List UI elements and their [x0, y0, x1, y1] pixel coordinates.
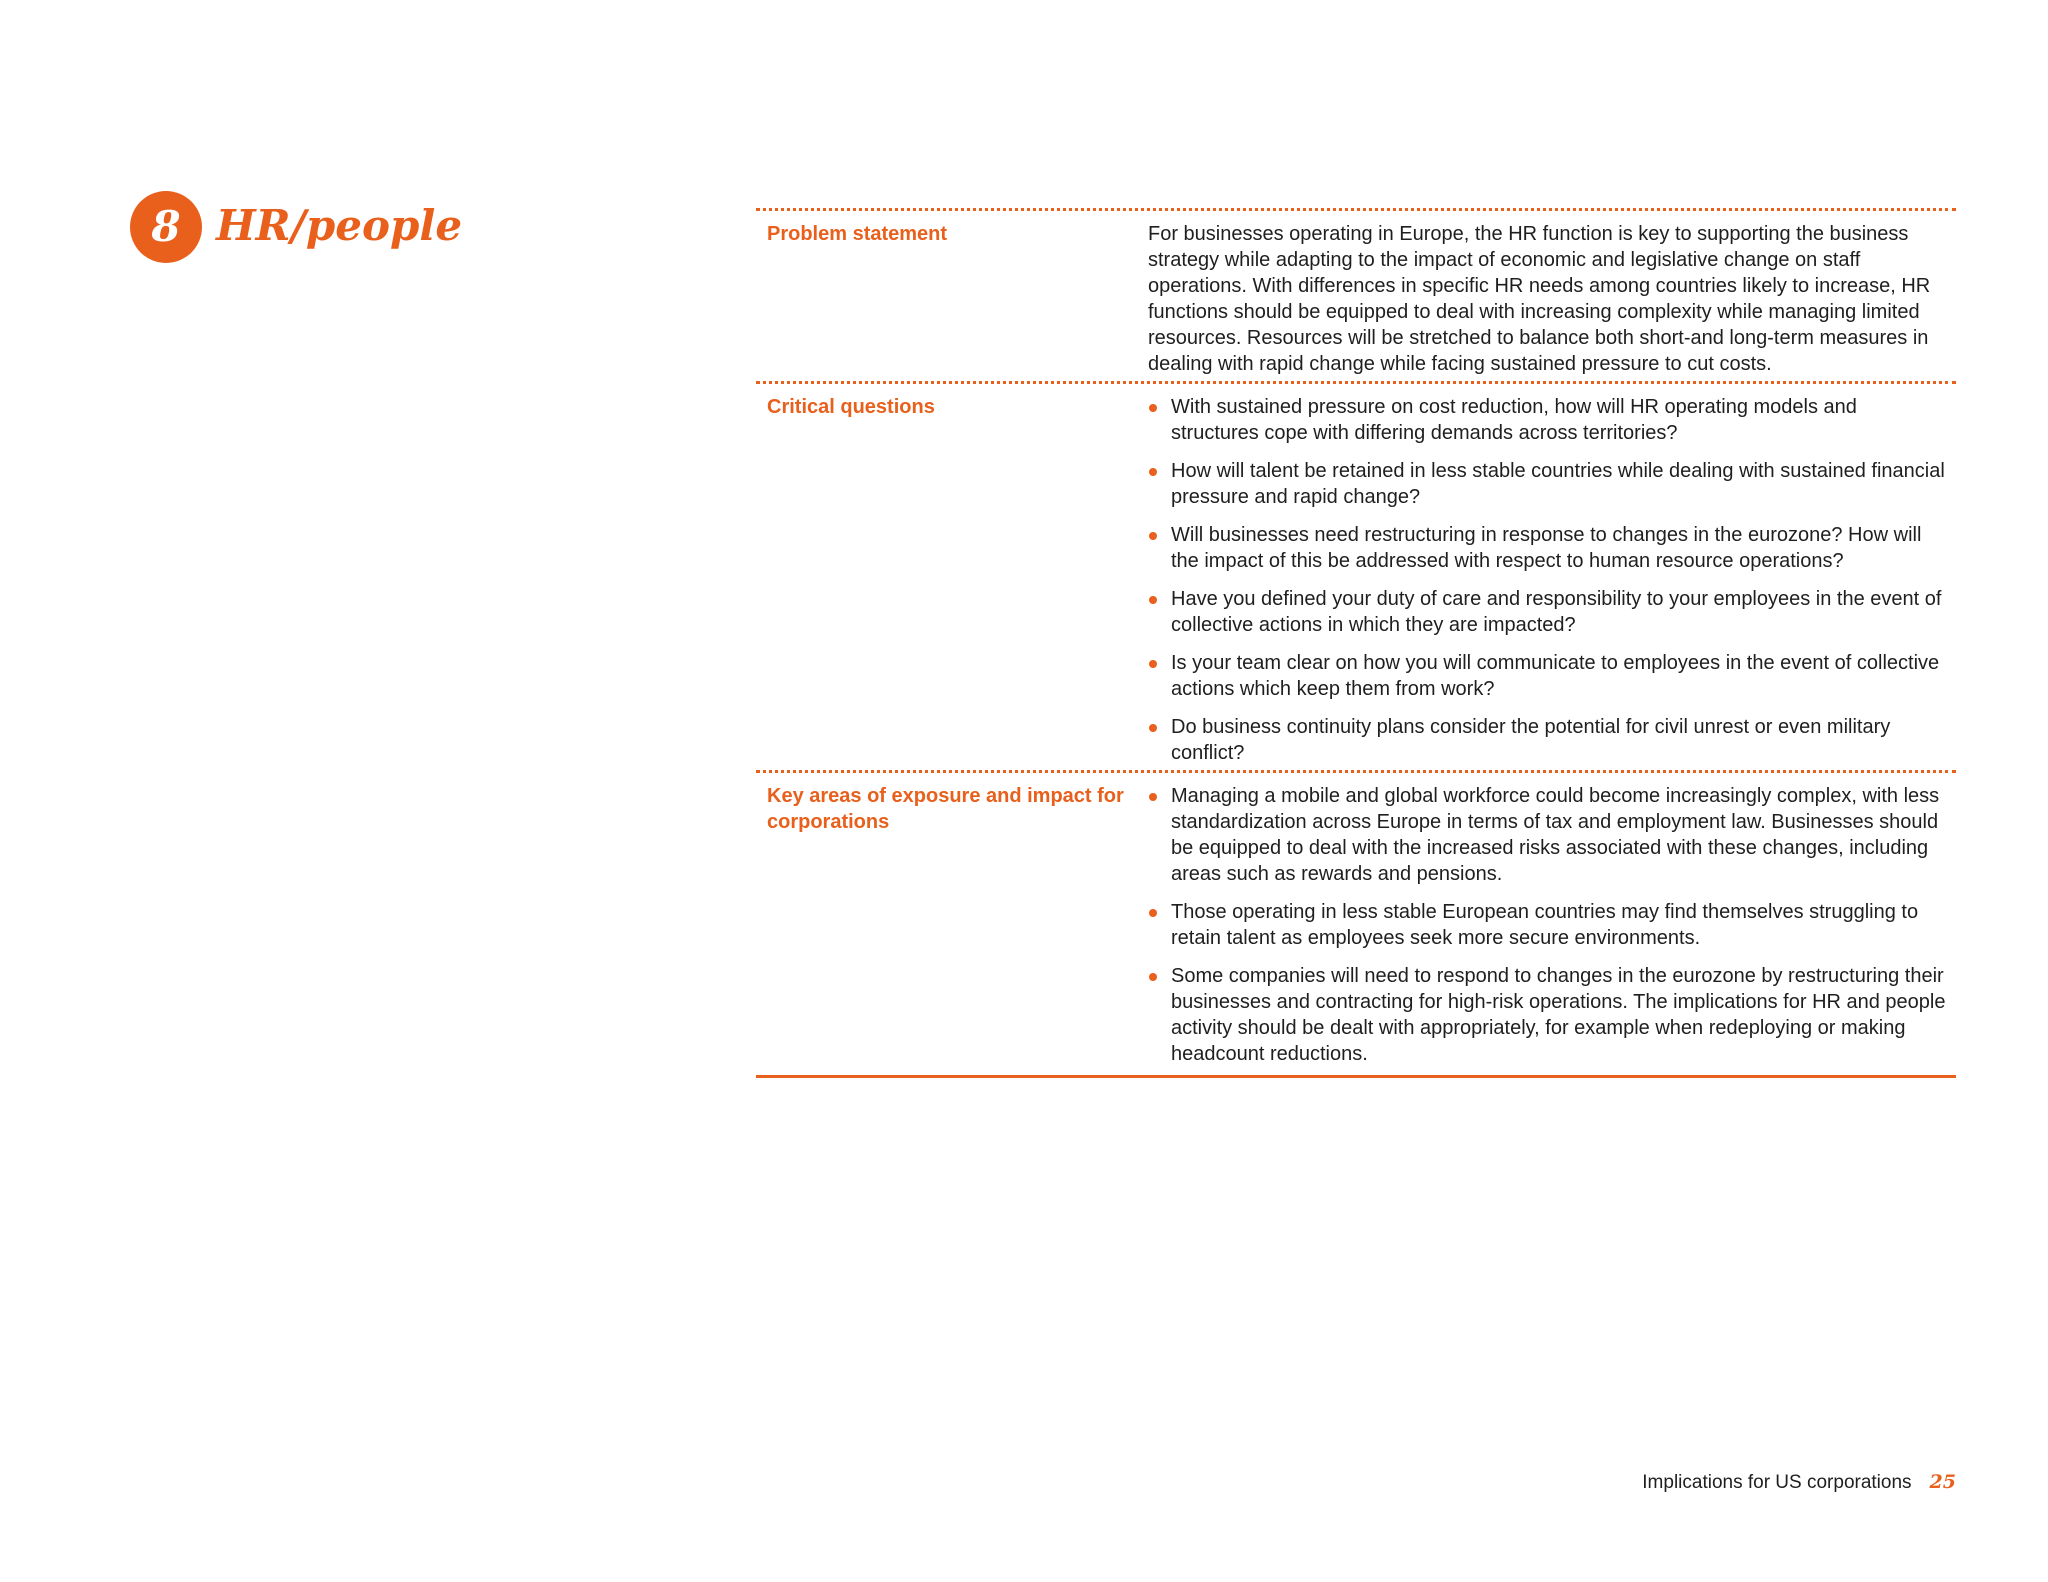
page-footer — [1642, 1468, 1956, 1497]
list-item-text: With sustained pressure on cost reduction, how will HR operating models and structures cope with differing demands across territories? — [1171, 396, 1857, 444]
page-number: 25 — [1929, 1471, 1956, 1493]
list-item-text: Do business continuity plans consider the potential for civil unrest or even military conflict? — [1171, 716, 1891, 764]
list-item-text: Will businesses need restructuring in response to changes in the eurozone? How will the impact of this be addressed with respect to human resource operations? — [1171, 524, 1922, 572]
list-item-text: Managing a mobile and global workforce could become increasingly complex, with less standardization across Europe in terms of tax and employment law. Businesses should be equipped to deal with the increased risks associated with these changes, including areas such as rewards and pensions. — [1171, 785, 1940, 885]
table-row-critical-questions — [756, 381, 1956, 770]
row-label: Key areas of exposure and impact for corporations — [767, 785, 1124, 833]
list-item — [1148, 963, 1948, 1067]
bullet-dot-icon — [1149, 909, 1157, 917]
bullet-dot-icon — [1149, 660, 1157, 668]
list-item-text: Some companies will need to respond to changes in the eurozone by restructuring their businesses and contracting for high-risk operations. The implications for HR and people activity should be dealt with appropriately, for example when redeploying or making headcount reductions. — [1171, 965, 1946, 1065]
bullet-dot-icon — [1149, 404, 1157, 412]
table-bottom-rule — [756, 1075, 1956, 1078]
list-item — [1148, 714, 1948, 766]
bullet-dot-icon — [1149, 724, 1157, 732]
content-table — [756, 208, 1956, 1078]
list-item — [1148, 522, 1948, 574]
bullet-dot-icon — [1149, 468, 1157, 476]
bullet-dot-icon — [1149, 973, 1157, 981]
table-row-key-areas — [756, 770, 1956, 1071]
row-content — [1137, 221, 1956, 377]
list-item-text: Is your team clear on how you will communicate to employees in the event of collective actions which keep them from work? — [1171, 652, 1940, 700]
section-title: HR/people — [216, 201, 463, 250]
row-label: Critical questions — [767, 396, 935, 418]
list-item-text: Have you defined your duty of care and responsibility to your employees in the event of collective actions in which they are impacted? — [1171, 588, 1942, 636]
footer-text: Implications for US corporations — [1642, 1472, 1912, 1493]
list-item-text: Those operating in less stable European countries may find themselves struggling to retain talent as employees seek more secure environments. — [1171, 901, 1919, 949]
list-item — [1148, 394, 1948, 446]
key-areas-list — [1148, 783, 1948, 1067]
list-item — [1148, 650, 1948, 702]
section-number-badge: 8 — [130, 191, 202, 263]
list-item — [1148, 586, 1948, 638]
list-item — [1148, 458, 1948, 510]
list-item — [1148, 899, 1948, 951]
bullet-dot-icon — [1149, 532, 1157, 540]
table-row-problem-statement — [756, 208, 1956, 381]
row-content — [1137, 783, 1956, 1067]
bullet-dot-icon — [1149, 793, 1157, 801]
problem-statement-text: For businesses operating in Europe, the HR function is key to supporting the business strategy while adapting to the impact of economic and legislative change on staff operations. With differences in specific HR needs among countries likely to increase, HR functions should be equipped to deal with increasing complexity while managing limited resources. Resources will be stretched to balance both short-and long-term measures in dealing with rapid change while facing sustained pressure to cut costs. — [1148, 223, 1931, 375]
critical-questions-list — [1148, 394, 1948, 766]
row-label: Problem statement — [767, 223, 948, 245]
bullet-dot-icon — [1149, 596, 1157, 604]
list-item — [1148, 783, 1948, 887]
list-item-text: How will talent be retained in less stable countries while dealing with sustained financial pressure and rapid change? — [1171, 460, 1945, 508]
row-content — [1137, 394, 1956, 766]
